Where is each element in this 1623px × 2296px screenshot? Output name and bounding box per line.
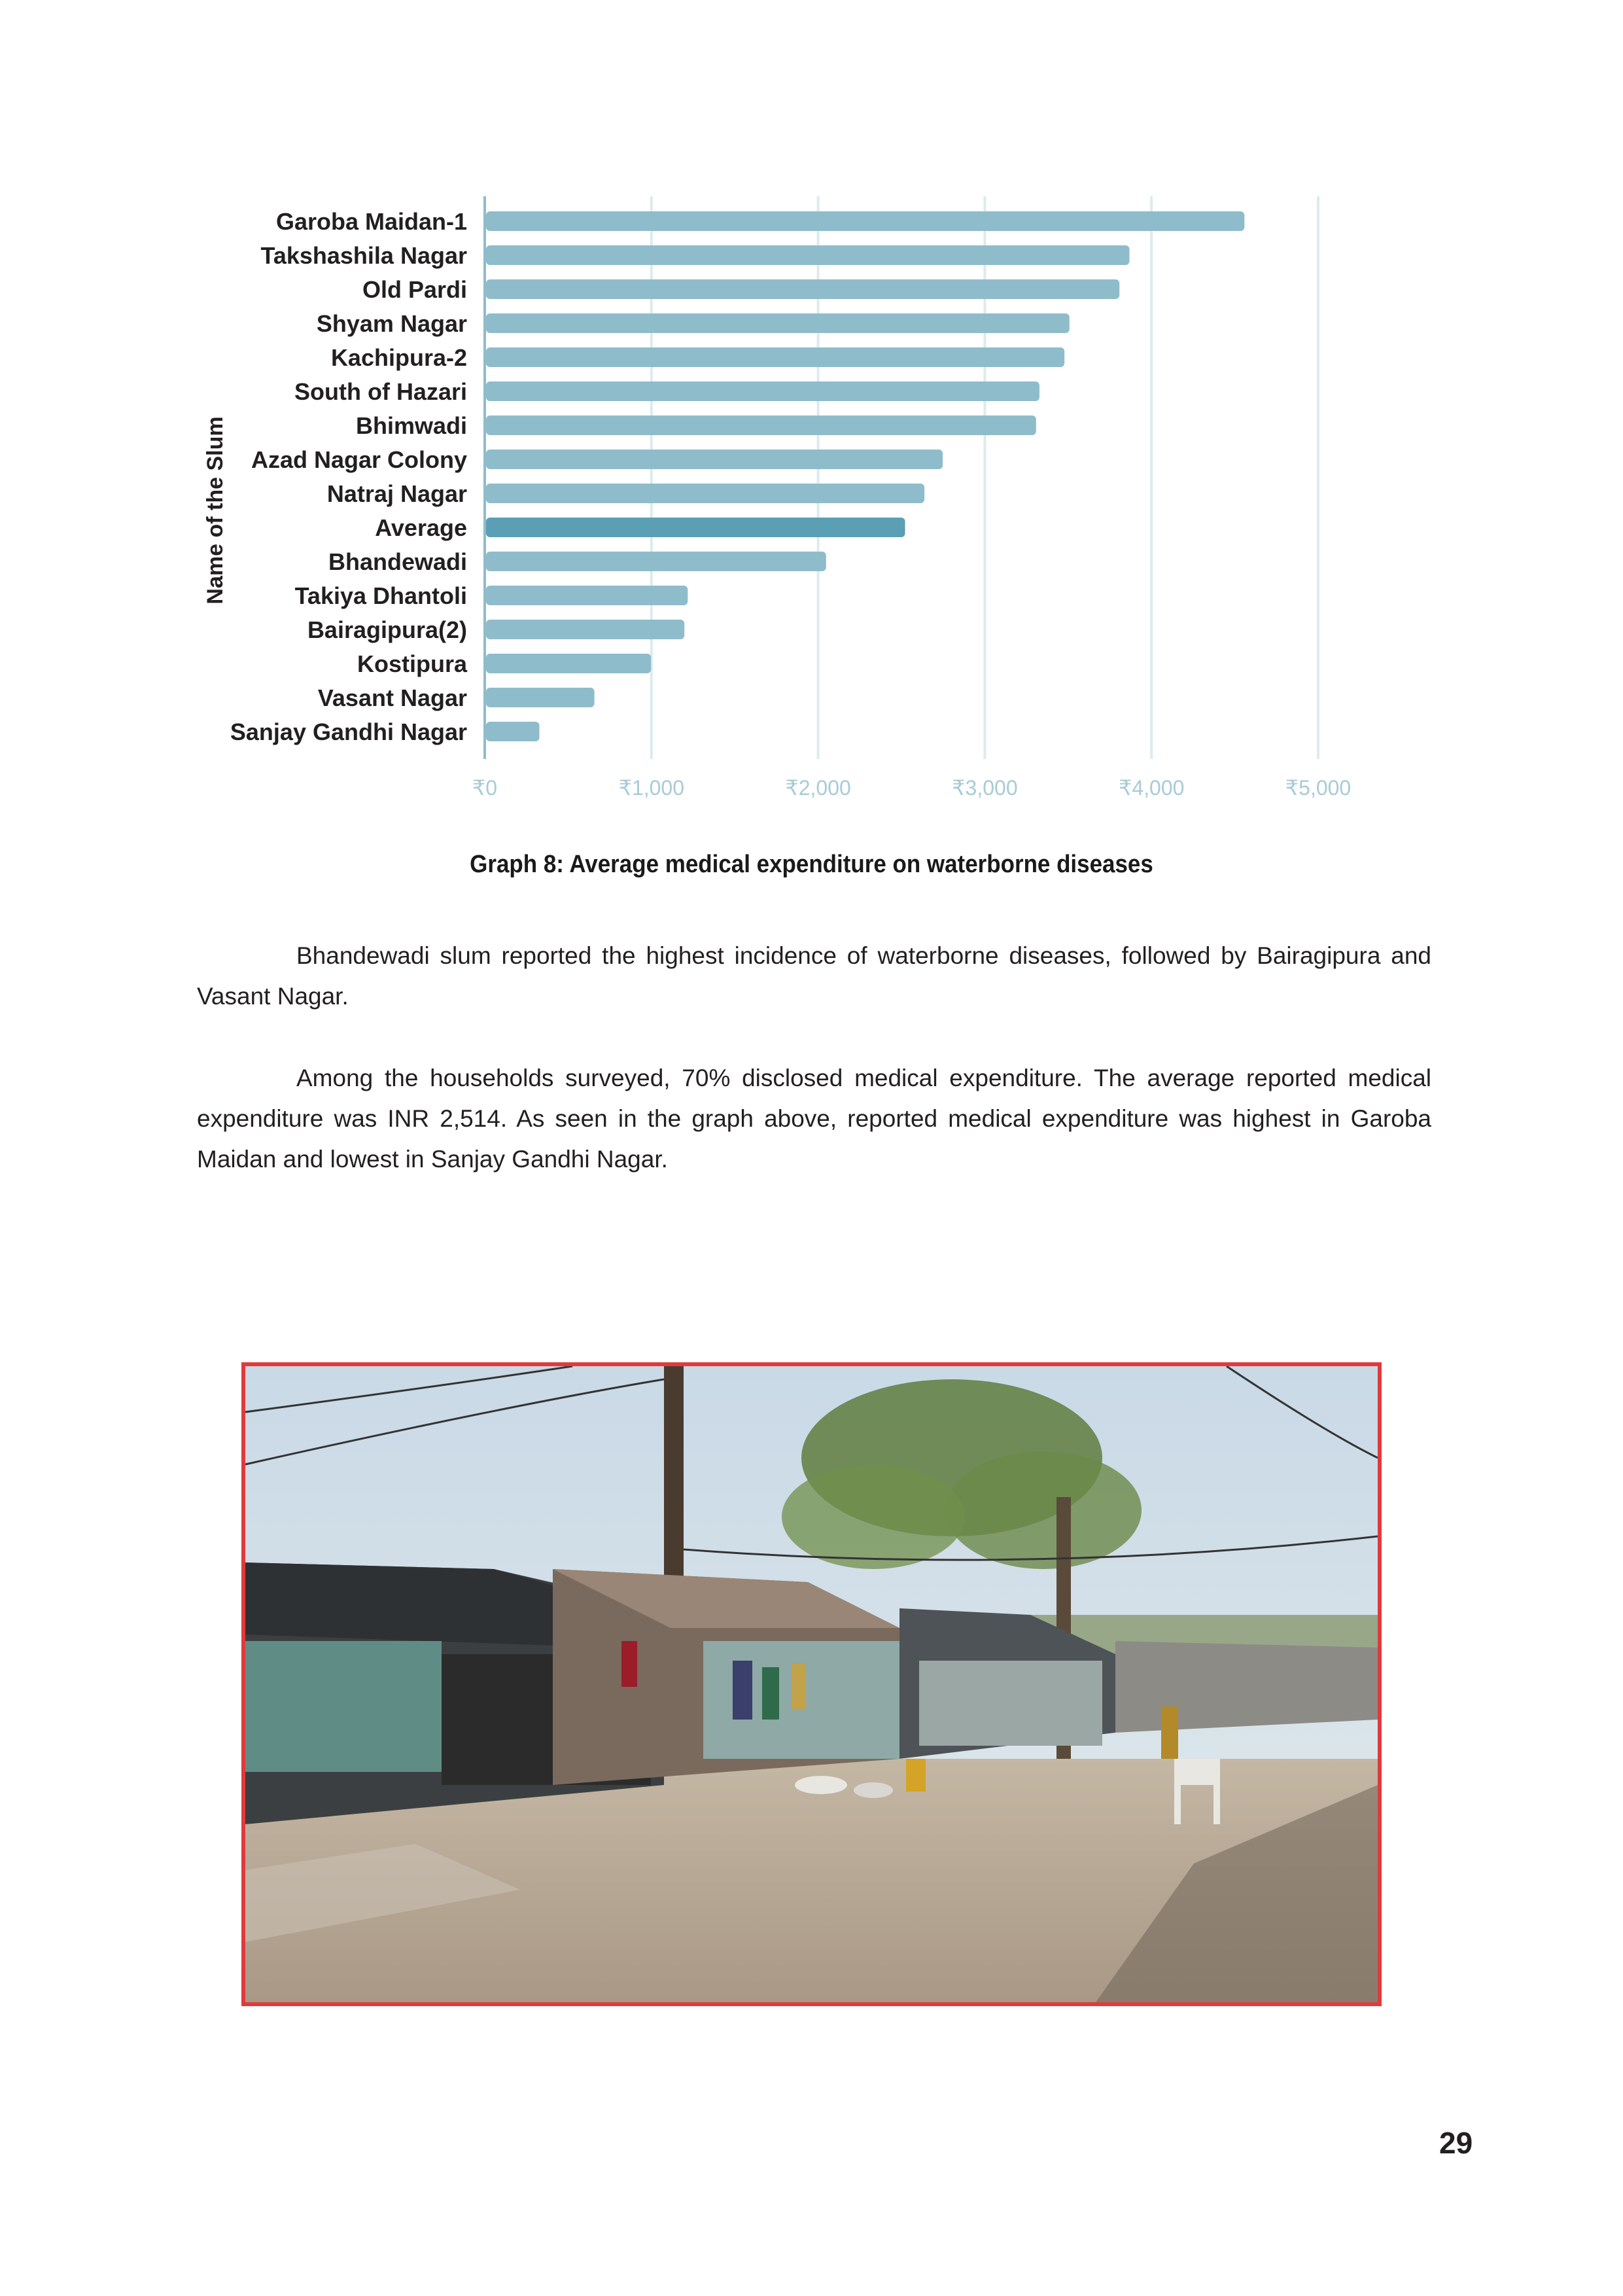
bar-bhimwadi: [486, 415, 1036, 435]
bar-azad-nagar-colony: [486, 450, 943, 469]
x-tick-label: ₹2,000: [785, 776, 851, 800]
bar-old-pardi: [486, 279, 1119, 299]
category-label: Kostipura: [357, 650, 467, 677]
bar-chart: [0, 0, 1623, 824]
bar-average: [486, 518, 905, 537]
bar-garoba-maidan-1: [486, 211, 1244, 231]
bar-natraj-nagar: [486, 484, 924, 503]
paragraph-expenditure-text: Among the households surveyed, 70% disclosed medical expenditure. The average reported medical expenditure was INR 2,514. As seen in the graph above, reported medical expenditure was highest in Garoba Maidan and lowest in Sanjay Gandhi Nagar.: [197, 1065, 1431, 1173]
bar-takshashila-nagar: [486, 245, 1130, 265]
bar-takiya-dhantoli: [486, 586, 688, 605]
x-tick-label: ₹4,000: [1118, 776, 1185, 800]
category-label: Azad Nagar Colony: [251, 446, 467, 473]
category-label: Shyam Nagar: [316, 310, 467, 337]
page-number: 29: [1439, 2126, 1473, 2160]
bar-sanjay-gandhi-nagar: [486, 722, 540, 741]
chart-caption: Graph 8: Average medical expenditure on waterborne diseases: [470, 851, 1153, 878]
category-label: Bhimwadi: [355, 412, 467, 439]
bar-kachipura-2: [486, 347, 1064, 367]
category-label: Old Pardi: [362, 276, 467, 303]
slum-street-photo: [241, 1362, 1382, 2006]
bar-bairagipura-2-: [486, 620, 684, 639]
category-label: Bhandewadi: [328, 548, 467, 575]
paragraph-incidence-text: Bhandewadi slum reported the highest incidence of waterborne diseases, followed by Bairagipura and Vasant Nagar.: [197, 942, 1431, 1010]
category-label: Takiya Dhantoli: [294, 582, 467, 609]
category-label: Vasant Nagar: [317, 684, 467, 711]
paragraph-expenditure: [197, 1058, 1431, 1180]
photo-illustration: [245, 1366, 1378, 2002]
x-tick-label: ₹3,000: [952, 776, 1018, 800]
bar-shyam-nagar: [486, 313, 1070, 333]
paragraph-incidence: [197, 936, 1431, 1017]
bar-vasant-nagar: [486, 688, 595, 707]
category-label: Takshashila Nagar: [260, 242, 467, 269]
category-label: Natraj Nagar: [326, 480, 467, 507]
category-label: South of Hazari: [294, 378, 467, 405]
category-label: Sanjay Gandhi Nagar: [230, 718, 467, 745]
bar-south-of-hazari: [486, 381, 1039, 401]
category-label: Garoba Maidan-1: [275, 208, 467, 235]
category-label: Bairagipura(2): [307, 616, 467, 643]
category-label: Average: [375, 514, 467, 541]
x-tick-label: ₹1,000: [618, 776, 685, 800]
bar-bhandewadi: [486, 552, 826, 571]
y-axis-label: Name of the Slum: [203, 416, 228, 605]
x-tick-label: ₹0: [472, 776, 498, 800]
category-label: Kachipura-2: [330, 344, 467, 371]
x-tick-label: ₹5,000: [1285, 776, 1352, 800]
bar-kostipura: [486, 654, 651, 673]
